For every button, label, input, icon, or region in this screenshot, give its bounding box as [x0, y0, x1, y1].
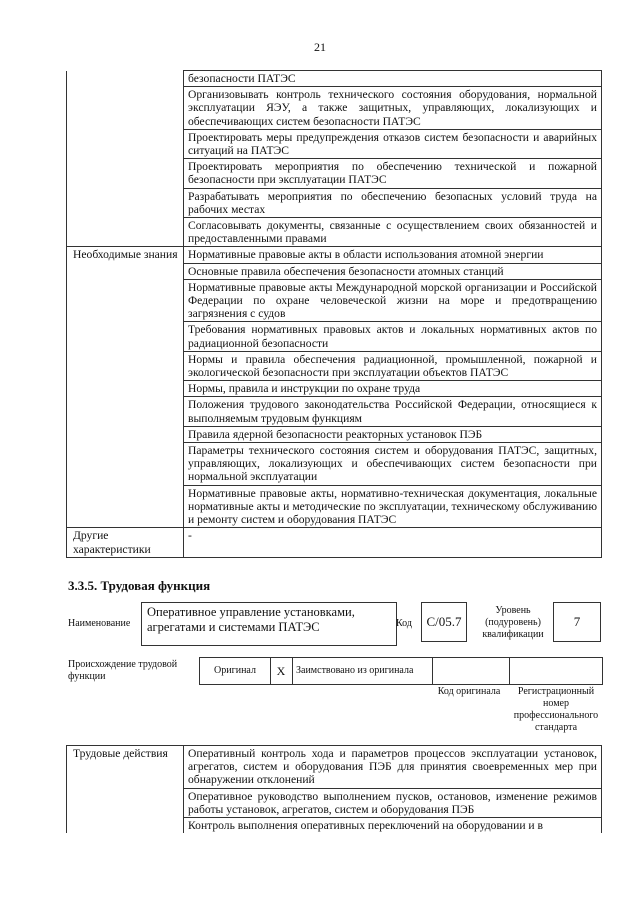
table-row: [67, 263, 602, 279]
table-row: [67, 443, 602, 486]
row-label-other-characteristics: Другие характеристики: [67, 528, 184, 557]
code-original-label: Код оригинала: [437, 686, 501, 697]
row-label: [67, 443, 184, 486]
table-row: [67, 818, 602, 834]
borrowed-label: Заимствовано из оригинала: [292, 658, 433, 684]
row-label: [67, 381, 184, 397]
table-row: [67, 528, 602, 557]
table-row: [67, 397, 602, 426]
qualification-level-label: Уровень (подуровень) квалификации: [482, 605, 544, 640]
table-row: [67, 351, 602, 380]
original-mark: X: [270, 658, 293, 684]
name-label: Наименование: [68, 618, 131, 629]
table-row: [67, 746, 602, 789]
row-text: Разрабатывать мероприятия по обеспечению безопасных условий труда на рабочих местах: [184, 188, 602, 217]
row-text: Организовывать контроль технического состояния оборудования, нормальной эксплуатации ЯЭУ, а также защитных, управляющих, локализующих и обеспечивающих систем безопасности ПАТЭС: [184, 87, 602, 130]
function-code-box: C/05.7: [421, 602, 467, 642]
table-row: [67, 322, 602, 351]
registration-number-label: Регистрационный номер профессионального стандарта: [513, 686, 599, 733]
row-label: [67, 788, 184, 817]
row-label: [67, 485, 184, 528]
row-label: [67, 426, 184, 442]
row-label: [67, 87, 184, 130]
row-label: [67, 218, 184, 247]
row-text: Нормативные правовые акты в области использования атомной энергии: [184, 247, 602, 263]
row-label: [67, 188, 184, 217]
origin-label: Происхождение трудовой функции: [68, 659, 178, 682]
origin-row: [199, 657, 603, 685]
row-label: [67, 263, 184, 279]
row-label: [67, 818, 184, 834]
row-label: [67, 159, 184, 188]
row-text: Оперативное руководство выполнением пусков, остановов, изменение режимов работы установок, агрегатов, систем и оборудования ПЭБ: [184, 788, 602, 817]
row-label: [67, 322, 184, 351]
table-row: [67, 159, 602, 188]
table-row: [67, 87, 602, 130]
table-row: [67, 71, 602, 87]
row-label-labor-actions: Трудовые действия: [67, 746, 184, 789]
row-text: Правила ядерной безопасности реакторных установок ПЭБ: [184, 426, 602, 442]
row-text: Параметры технического состояния систем и оборудования ПАТЭС, защитных, управляющих, локализующих и обеспечивающих систем безопасности при нормальной эксплуатации: [184, 443, 602, 486]
table-row: [67, 188, 602, 217]
row-text: Контроль выполнения оперативных переключений на оборудовании и в: [184, 818, 602, 834]
row-label: [67, 351, 184, 380]
row-text: Проектировать мероприятия по обеспечению технической и пожарной безопасности при эксплуатации ПАТЭС: [184, 159, 602, 188]
row-label-required-knowledge: Необходимые знания: [67, 247, 184, 263]
section-heading: 3.3.5. Трудовая функция: [68, 578, 211, 593]
knowledge-table: [66, 70, 602, 558]
table-row: [67, 426, 602, 442]
qualification-level-box: 7: [553, 602, 601, 642]
row-text: Требования нормативных правовых актов и локальных нормативных актов по радиационной безопасности: [184, 322, 602, 351]
page-number: 21: [314, 40, 326, 54]
table-row: [67, 279, 602, 322]
code-label: Код: [396, 618, 412, 629]
row-text: Оперативный контроль хода и параметров процессов эксплуатации установок, агрегатов, систем и оборудования ПЭБ для принятия своевременных мер при обнаружении отклонений: [184, 746, 602, 789]
row-label: [67, 129, 184, 158]
original-label: Оригинал: [200, 658, 271, 684]
labor-actions-table: [66, 745, 602, 833]
table-row: [67, 247, 602, 263]
row-text: Нормативные правовые акты Международной морской организации и Российской Федерации по охране человеческой жизни на море и предотвращению загрязнения с судов: [184, 279, 602, 322]
table-row: [67, 381, 602, 397]
table-row: [67, 218, 602, 247]
row-text: безопасности ПАТЭС: [184, 71, 602, 87]
row-text: Проектировать меры предупреждения отказов систем безопасности и аварийных ситуаций на ПАТЭС: [184, 129, 602, 158]
row-text: Основные правила обеспечения безопасности атомных станций: [184, 263, 602, 279]
table-row: [67, 129, 602, 158]
row-label: [67, 71, 184, 87]
row-text: Нормы, правила и инструкции по охране труда: [184, 381, 602, 397]
table-row: [67, 788, 602, 817]
row-label: [67, 397, 184, 426]
table-row: [67, 485, 602, 528]
row-label: [67, 279, 184, 322]
row-text: Нормы и правила обеспечения радиационной, промышленной, пожарной и экологической безопасности при эксплуатации объектов ПАТЭС: [184, 351, 602, 380]
function-name-box: Оперативное управление установками, агрегатами и системами ПАТЭС: [141, 602, 397, 646]
row-text: Нормативные правовые акты, нормативно-техническая документация, локальные нормативные акты и методические по эксплуатации, техническому обслуживанию и ремонту систем и оборудования ПАТЭС: [184, 485, 602, 528]
row-text: -: [184, 528, 602, 557]
row-text: Положения трудового законодательства Российской Федерации, относящиеся к выполняемым трудовым функциям: [184, 397, 602, 426]
reg-number-cell: [509, 658, 602, 684]
row-text: Согласовывать документы, связанные с осуществлением своих обязанностей и предоставленными правами: [184, 218, 602, 247]
code-original-cell: [433, 658, 510, 684]
